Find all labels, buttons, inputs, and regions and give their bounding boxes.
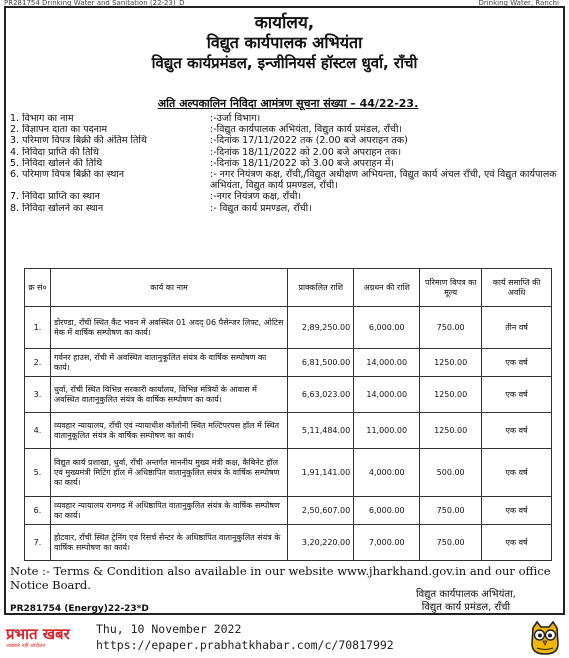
logo-text: प्रभात खबर xyxy=(6,625,70,643)
cell-sn: 6. xyxy=(25,497,51,525)
cell-estimate: 6,63,023.00 xyxy=(288,377,354,413)
info-row xyxy=(10,147,562,158)
cell-fee: 1250.00 xyxy=(420,349,482,377)
cell-work: धुर्वा, राँची स्थित विभिन्न सरकारी कार्यालय, विभिन्न मंत्रियों के आवास में अवस्थित वातानुकुलित संयंत्र के वार्षिक सम्पोषण का कार्य। xyxy=(50,377,287,413)
edition-meta xyxy=(96,621,394,653)
table-row xyxy=(25,525,552,561)
table-header-row xyxy=(25,269,552,307)
cell-emd: 4,000.00 xyxy=(354,449,420,497)
table-row xyxy=(25,413,552,449)
owl-icon xyxy=(528,620,562,656)
clipped-right-text: Drinking Water, Ranchi xyxy=(478,0,559,6)
header-line-1: कार्यालय, xyxy=(254,13,315,33)
notice-number-heading: अति अल्पकालिन निविदा आमंत्रण सूचना संख्या – 44/22-23. xyxy=(157,97,419,110)
info-row xyxy=(10,169,562,191)
cell-work: विद्युत कार्य प्रशाखा, धुर्वा, राँची अन्तर्गत माननीय मुख्य मंत्री कक्ष, कैबिनेट हॉल एवं मुख्यमंत्री मिटिंग हॉल में अधिष्ठापित वातानुकुलित संयंत्र के वार्षिक सम्पोषण का कार्य। xyxy=(50,449,287,497)
tender-notice xyxy=(4,6,565,615)
logo-tagline: अखबार नहीं आंदोलन xyxy=(6,643,46,649)
table-row xyxy=(25,497,552,525)
col-header-sn: क्र सं० xyxy=(25,269,51,307)
pr-number: PR281754 (Energy)22-23*D xyxy=(10,604,149,614)
cell-fee: 750.00 xyxy=(420,497,482,525)
cell-sn: 1. xyxy=(25,307,51,349)
info-row xyxy=(10,191,562,202)
table-row xyxy=(25,349,552,377)
header-line-2: विद्युत कार्यपालक अभियंता xyxy=(206,33,363,52)
info-value: :-दिनांक 17/11/2022 तक (2.00 बजे अपराहन तक) xyxy=(210,135,408,147)
terms-note: Note :- Terms & Condition also available in our website www.jharkhand.gov.in and our office Notice Board. xyxy=(10,564,551,592)
info-key: 6. परिमाण विपत्र बिक्री का स्थान xyxy=(10,169,125,181)
cell-period: एक वर्ष xyxy=(482,497,552,525)
cell-fee: 1250.00 xyxy=(420,377,482,413)
cell-period: एक वर्ष xyxy=(482,349,552,377)
prabhat-khabar-logo[interactable] xyxy=(6,626,92,654)
cell-period: तीन वर्ष xyxy=(482,307,552,349)
cell-estimate: 2,50,607.00 xyxy=(288,497,354,525)
signature-block xyxy=(416,588,516,614)
tender-info-list xyxy=(10,113,562,214)
clipped-left-text: PR281754 Drinking Water and Sanitation (22-23)_D xyxy=(4,0,185,6)
cell-sn: 2. xyxy=(25,349,51,377)
info-row xyxy=(10,113,562,124)
cell-work: होटवार, राँची स्थित ट्रेनिंग एवं रिसर्च सेन्टर के अधिष्ठापित वातानुकुलित संयंत्र के वार्षिक सम्पोषण का कार्य। xyxy=(50,525,287,561)
edition-date: Thu, 10 November 2022 xyxy=(96,622,242,636)
header-line-3: विद्युत कार्यप्रमंडल, इन्जीनियर्स हॉस्टल धुर्वा, राँची xyxy=(151,54,418,72)
cell-sn: 7. xyxy=(25,525,51,561)
cell-emd: 6,000.00 xyxy=(354,497,420,525)
cell-fee: 500.00 xyxy=(420,449,482,497)
cell-estimate: 5,11,484.00 xyxy=(288,413,354,449)
cell-emd: 6,000.00 xyxy=(354,307,420,349)
col-header-period: कार्य समाप्ति की अवधि xyxy=(482,269,552,307)
cell-estimate: 2,89,250.00 xyxy=(288,307,354,349)
info-key: 5. निविदा खोलने की तिथि xyxy=(10,157,103,169)
works-table xyxy=(24,268,552,561)
info-row xyxy=(10,124,562,135)
col-header-work: कार्य का नाम xyxy=(50,269,287,307)
table-row xyxy=(25,307,552,349)
cell-work: डोरण्डा, राँची स्थित कैंट भवन में अवस्थित 01 अदद् 06 पैसेन्जर लिफ्ट, ओटिस मेक में वार्षिक सम्पोषण का कार्य। xyxy=(50,307,287,349)
info-value: :-नगर नियंत्रण कक्ष, राँची। xyxy=(210,191,302,203)
cell-emd: 7,000.00 xyxy=(354,525,420,561)
cell-work: व्यवहार न्यायालय, राँची एवं न्यायाधीश कॉलोनी स्थित मल्टिपरपस हॉल में स्थित वातानुकूलित संयंत्र के वार्षिक सम्पोषण का कार्य। xyxy=(50,413,287,449)
info-value: :-विद्युत कार्यपालक अभियंता, विद्युत कार्य प्रमंडल, राँची। xyxy=(210,124,403,136)
cell-estimate: 3,20,220.00 xyxy=(288,525,354,561)
info-key: 1. विभाग का नाम xyxy=(10,113,74,124)
info-key: 4. निविदा प्राप्ति की तिथि xyxy=(10,146,99,158)
info-key: 8. निविदा खोलने का स्थान xyxy=(10,202,104,214)
cell-period: एक वर्ष xyxy=(482,413,552,449)
info-row xyxy=(10,203,562,214)
cell-fee: 1250.00 xyxy=(420,413,482,449)
cell-estimate: 6,81,500.00 xyxy=(288,349,354,377)
col-header-fee: परिमाण विपत्र का मूल्य xyxy=(420,269,482,307)
cell-period: एक वर्ष xyxy=(482,525,552,561)
info-key: 2. विज्ञापन दाता का पदनाम xyxy=(10,124,108,136)
cell-sn: 5. xyxy=(25,449,51,497)
info-row xyxy=(10,135,562,146)
cell-sn: 3. xyxy=(25,377,51,413)
cell-emd: 11,000.00 xyxy=(354,413,420,449)
table-row xyxy=(25,449,552,497)
info-key: 7. निविदा प्राप्ति का स्थान xyxy=(10,191,100,203)
cell-emd: 14,000.00 xyxy=(354,377,420,413)
info-key: 3. परिमाण विपत्र बिक्री की अंतिम तिथि xyxy=(10,135,147,147)
edition-url[interactable]: https://epaper.prabhatkhabar.com/c/70817992 xyxy=(96,638,394,652)
signature-line-1: विद्युत कार्यपालक अभियंता, xyxy=(416,589,516,600)
table-row xyxy=(25,377,552,413)
info-value: :- विद्युत कार्य प्रमण्डल, राँची। xyxy=(210,202,312,214)
cell-sn: 4. xyxy=(25,413,51,449)
cell-emd: 14,000.00 xyxy=(354,349,420,377)
info-value: :-उर्जा विभाग। xyxy=(210,113,261,124)
cell-fee: 750.00 xyxy=(420,525,482,561)
office-header xyxy=(6,13,563,73)
col-header-estimate: प्राक्कलित राशि xyxy=(288,269,354,307)
epaper-footer xyxy=(0,616,569,658)
cell-estimate: 1,91,141.00 xyxy=(288,449,354,497)
cell-period: एक वर्ष xyxy=(482,377,552,413)
info-row xyxy=(10,158,562,169)
info-value: :-दिनांक 18/11/2022 को 2.00 बजे अपराहन तक। xyxy=(210,146,402,158)
col-header-emd: अग्रधन की राशि xyxy=(354,269,420,307)
cell-fee: 750.00 xyxy=(420,307,482,349)
signature-line-2: विद्युत कार्य प्रमंडल, राँची xyxy=(421,602,511,613)
info-value: :- नगर नियंत्रण कक्ष, राँची,/विद्युत अधीक्षण अभियन्ता, विद्युत कार्य अंचल राँची, एवं विद्युत कार्यपालक अभियंता, विद्युत कार्य प्रमण्डल, राँची। xyxy=(210,169,557,192)
info-value: :-दिनांक 18/11/2022 को 3.00 बजे अपराहन में। xyxy=(210,157,395,169)
cell-period: एक वर्ष xyxy=(482,449,552,497)
cell-work: गर्वनर हाउस, राँची में अवस्थित वातानुकूलित संयंत्र के वार्षिक सम्पोषण का कार्य। xyxy=(50,349,287,377)
cell-work: व्यवहार न्यायालय रामगढ़ में अधिष्ठापित वातानुकुलित संयंत्र के वार्षिक सम्पोषण का कार्य। xyxy=(50,497,287,525)
